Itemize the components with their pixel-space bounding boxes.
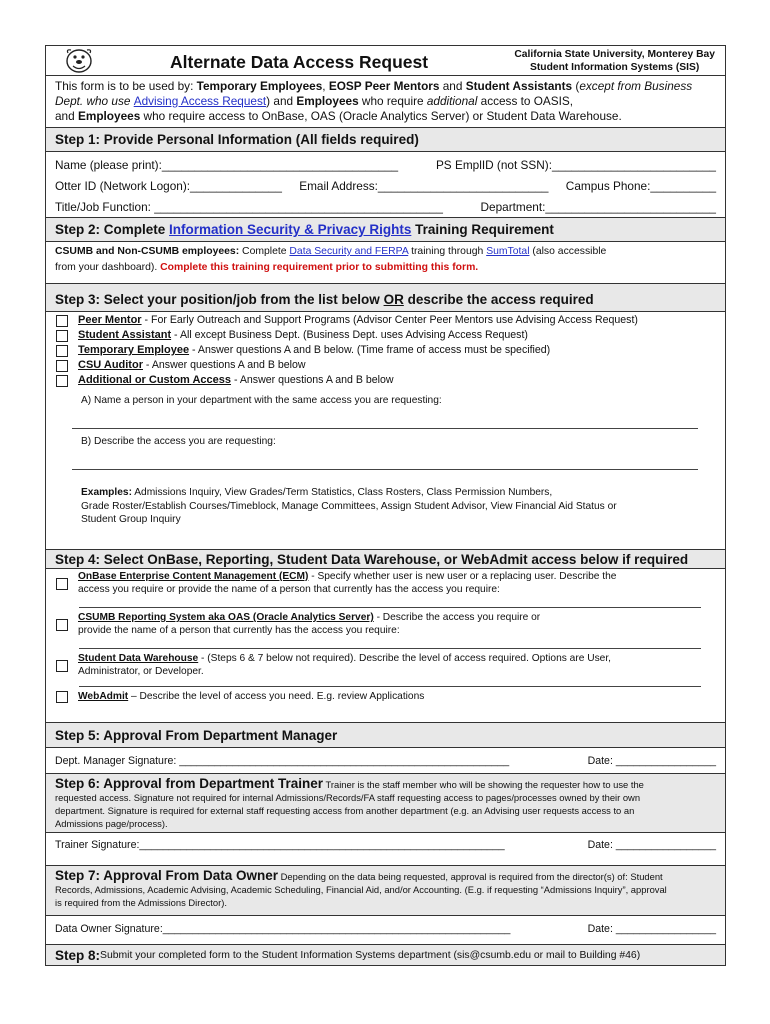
option-label: Student Assistant: [78, 329, 172, 341]
intro-temp: Temporary Employees: [196, 79, 323, 93]
step2-text: [46, 244, 725, 276]
warehouse-answer-line[interactable]: [79, 678, 701, 687]
step5-heading: Step 5: Approval From Department Manager: [46, 723, 725, 748]
manager-date-field[interactable]: Date: _________________: [587, 754, 716, 767]
step4-section: [46, 569, 725, 723]
option-desc: - (Steps 6 & 7 below not required). Describe the level of access required. Options are User,: [198, 653, 611, 664]
intro-and2: and: [55, 109, 78, 123]
option-desc: – Describe the level of access you need. E.g. review Applications: [128, 691, 425, 702]
trainer-sig-row: [46, 833, 725, 857]
question-a: A) Name a person in your department with the same access you are requesting:: [81, 395, 442, 406]
form-title: Alternate Data Access Request: [170, 52, 429, 72]
position-option: [46, 328, 725, 343]
access-request-form: [45, 45, 726, 966]
position-option: [46, 373, 725, 388]
step5-section: [46, 748, 725, 774]
checkbox-onbase[interactable]: [56, 578, 68, 590]
option-desc-2: Administrator, or Developer.: [78, 666, 204, 677]
intro-assist: Student Assistants: [465, 79, 573, 93]
step3-section: [46, 312, 725, 550]
examples-text: [46, 486, 725, 527]
step6-inline: Trainer is the staff member who will be showing the requester how to use the: [323, 779, 644, 790]
intro-oasis: access to OASIS,: [477, 94, 574, 108]
otter-row: [46, 175, 725, 196]
owner-sig-row: [46, 916, 725, 942]
access-option: [46, 570, 725, 596]
checkbox-custom-access[interactable]: [56, 375, 68, 387]
org-line-2: Student Information Systems (SIS): [529, 61, 700, 73]
intro-and: and: [439, 79, 466, 93]
step3-heading: [46, 284, 725, 312]
step8-heading: Step 8:: [55, 947, 101, 963]
step4-heading: Step 4: Select OnBase, Reporting, Student Data Warehouse, or WebAdmit access below if required: [46, 550, 725, 569]
onbase-answer-line[interactable]: [79, 596, 701, 608]
manager-sig-row: [46, 748, 725, 773]
checkbox-csu-auditor[interactable]: [56, 360, 68, 372]
intro-paren: (: [572, 79, 580, 93]
checkbox-oas[interactable]: [56, 619, 68, 631]
checkbox-temporary-employee[interactable]: [56, 345, 68, 357]
option-label: CSUMB Reporting System aka OAS (Oracle Analytics Server): [78, 612, 374, 623]
title-field[interactable]: Title/Job Function: ____________________________________________: [55, 199, 443, 214]
intro-employees2: Employees: [77, 109, 141, 123]
access-option: [46, 652, 725, 678]
option-label: Additional or Custom Access: [78, 374, 232, 386]
option-label: OnBase Enterprise Content Management (ECM): [78, 571, 309, 582]
step2-heading: [46, 218, 725, 242]
option-label: Peer Mentor: [78, 314, 142, 326]
intro-comma: ,: [322, 79, 329, 93]
checkbox-webadmit[interactable]: [56, 691, 68, 703]
security-privacy-link[interactable]: Information Security & Privacy Rights: [169, 222, 412, 237]
intro-who: who require: [358, 94, 427, 108]
name-row: [46, 154, 725, 175]
examples-line3: Student Group Inquiry: [81, 514, 181, 525]
advising-access-link[interactable]: Advising Access Request: [133, 94, 267, 108]
org-name: [514, 49, 715, 74]
access-option: [46, 690, 725, 703]
campus-phone-field[interactable]: Campus Phone:__________: [565, 178, 716, 193]
option-desc: - Answer questions A and B below. (Time frame of access must be specified): [189, 344, 551, 356]
otter-logo-icon: [64, 47, 94, 75]
step6-heading: Step 6: Approval from Department Trainer: [55, 776, 324, 791]
examples-label: Examples:: [81, 487, 132, 498]
department-field[interactable]: Department:__________________________: [480, 199, 716, 214]
option-desc: - Answer questions A and B below: [142, 359, 306, 371]
step2-red-note: Complete this training requirement prior to submitting this form.: [160, 262, 479, 273]
option-label: WebAdmit: [78, 691, 129, 702]
step3-heading-pre: Step 3: Select your position/job from the list below: [55, 292, 380, 307]
intro-text: [46, 76, 725, 128]
position-option: [46, 358, 725, 373]
step2-heading-post: Training Requirement: [415, 222, 554, 237]
answer-a-line[interactable]: [72, 407, 698, 429]
option-desc: - All except Business Dept. (Business Dept. uses Advising Access Request): [171, 329, 528, 341]
position-option: [46, 313, 725, 328]
step8-section: [46, 945, 725, 965]
ferpa-training-link[interactable]: Data Security and FERPA: [289, 246, 409, 257]
step7-heading: Step 7: Approval From Data Owner: [55, 868, 279, 883]
intro-paren-close: ) and: [266, 94, 297, 108]
step1-heading: Step 1: Provide Personal Information (All fields required): [46, 128, 725, 152]
step2-section: [46, 242, 725, 284]
position-option: [46, 343, 725, 358]
step2-t1: Complete: [239, 246, 290, 257]
step2-t3: (also accessible: [529, 246, 607, 257]
option-label: Temporary Employee: [78, 344, 190, 356]
step3-heading-or: OR: [383, 292, 404, 307]
intro-rest: who require access to OnBase, OAS (Oracle Analytics Server) or Student Data Warehouse.: [140, 109, 622, 123]
answer-b-line[interactable]: [72, 448, 698, 470]
question-b: B) Describe the access you are requesting:: [81, 436, 276, 447]
intro-except: except from Business Dept. who use: [55, 79, 693, 108]
step6-line3: department. Signature is required for external staff requesting access from another department (e.g. an Advising user requests access to an: [55, 805, 635, 816]
step7-inline: Depending on the data being requested, approval is required from the director(s) of: Student: [278, 871, 663, 882]
owner-signature-field[interactable]: Data Owner Signature:___________________________________________________________: [55, 923, 511, 935]
otter-id-field[interactable]: Otter ID (Network Logon):______________: [55, 178, 282, 193]
step2-heading-pre: Step 2: Complete: [55, 222, 166, 237]
step6-section: [46, 774, 725, 866]
trainer-signature-field[interactable]: Trainer Signature:______________________________________________________________: [55, 839, 505, 851]
option-desc-2: provide the name of a person that currently has the access you require:: [78, 625, 400, 636]
option-desc: - Specify whether user is new user or a replacing user. Describe the: [308, 571, 617, 582]
intro-additional: additional: [426, 94, 478, 108]
oas-answer-line[interactable]: [79, 637, 701, 649]
option-desc-2: access you require or provide the name of a person that currently has the access you require:: [78, 584, 500, 595]
access-option: [46, 611, 725, 637]
option-desc: - For Early Outreach and Support Programs (Advisor Center Peer Mentors use Advising Access Request): [141, 314, 638, 326]
intro-eosp: EOSP Peer Mentors: [328, 79, 440, 93]
step7-line2: Records, Admissions, Academic Advising, Academic Scheduling, Financial Aid, and/or Accounting. (E.g. if requesting “Admissions Inquiry”, approval: [55, 884, 667, 895]
owner-date-field[interactable]: Date: _________________: [587, 923, 716, 935]
trainer-date-field[interactable]: Date: _________________: [587, 839, 716, 851]
step3-heading-post: describe the access required: [407, 292, 594, 307]
step6-line4: Admissions page/process).: [55, 818, 168, 829]
emplid-field[interactable]: PS EmplID (not SSN):_________________________: [435, 157, 716, 172]
step1-section: [46, 152, 725, 218]
email-field[interactable]: Email Address:__________________________: [299, 178, 549, 193]
step7-header-block: [46, 866, 725, 916]
checkbox-peer-mentor[interactable]: [56, 315, 68, 327]
step7-section: [46, 866, 725, 945]
step8-text: Submit your completed form to the Student Information Systems department (sis@csumb.edu or mail to Building #46): [100, 949, 641, 961]
step2-t4: from your dashboard).: [55, 262, 161, 273]
org-line-1: California State University, Monterey Bay: [514, 49, 715, 60]
step7-line3: is required from the Admissions Director).: [55, 897, 227, 908]
form-header: [46, 46, 725, 76]
step2-t2: training through: [408, 246, 487, 257]
option-desc: - Describe the access you require or: [373, 612, 541, 623]
examples-line1: Admissions Inquiry, View Grades/Term Statistics, Class Rosters, Class Permission Numbers,: [131, 487, 553, 498]
option-label: Student Data Warehouse: [78, 653, 199, 664]
intro-employees: Employees: [296, 94, 359, 108]
name-field[interactable]: Name (please print):____________________________________: [55, 157, 399, 172]
examples-line2: Grade Roster/Establish Courses/Timeblock, Manage Committees, Assign Student Advisor, View Financial Aid Status or: [81, 500, 617, 512]
checkbox-student-assistant[interactable]: [56, 330, 68, 342]
intro-p1: This form is to be used by:: [55, 79, 197, 93]
manager-signature-field[interactable]: Dept. Manager Signature: ________________________________________________________: [55, 754, 510, 767]
checkbox-data-warehouse[interactable]: [56, 660, 68, 672]
step6-header-block: [46, 774, 725, 833]
option-label: CSU Auditor: [78, 359, 143, 371]
step6-line2: requested access. Signature not required for internal Admissions/Records/FA staff requesting access to pages/processes owned by their own: [55, 792, 641, 803]
option-desc: - Answer questions A and B below: [231, 374, 394, 386]
title-row: [46, 196, 725, 217]
step2-bold: CSUMB and Non-CSUMB employees:: [55, 246, 240, 257]
sumtotal-link[interactable]: SumTotal: [486, 246, 530, 257]
